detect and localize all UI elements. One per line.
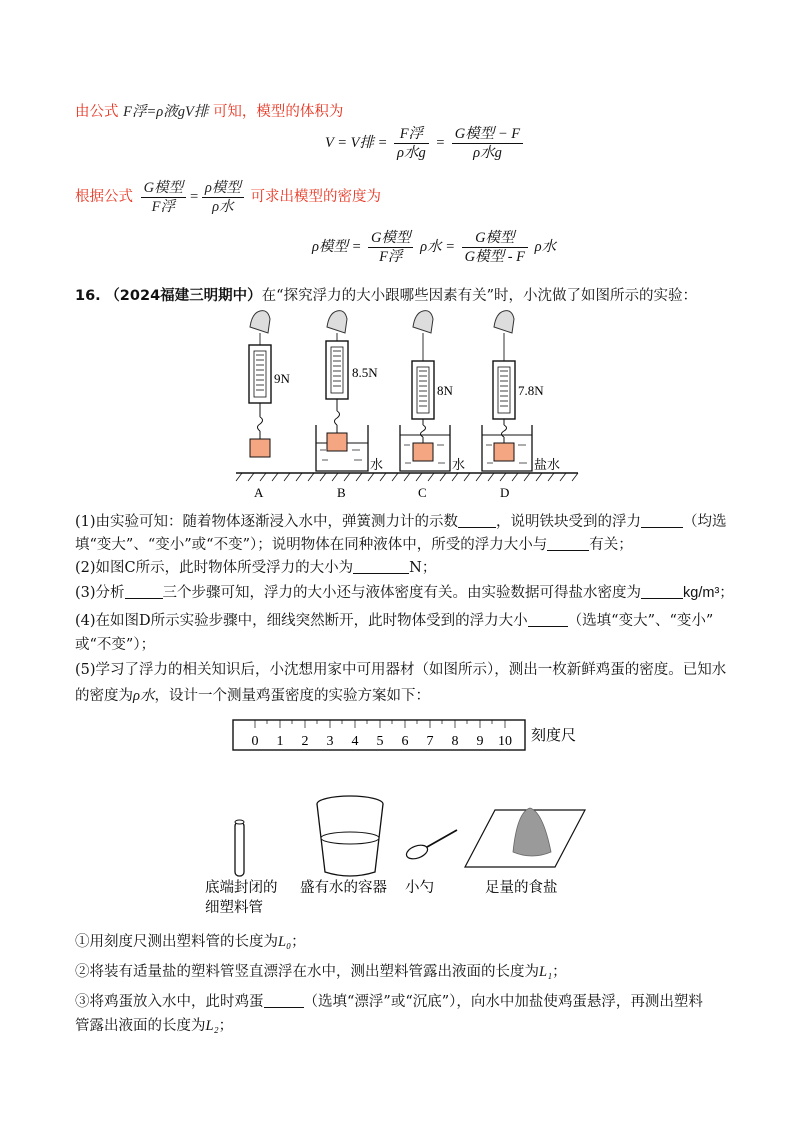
answer-blank[interactable] [458,513,496,528]
step3-text-b: （选填“漂浮”或“沉底”），向水中加盐使鸡蛋悬浮，再测出塑料 [303,994,703,1010]
salt-label: 足量的食盐 [485,880,558,896]
rho-tail: ρ水 [534,238,557,255]
ratio-frac-1 [141,180,186,215]
intro2-suffix: 可求出模型的密度为 [250,188,381,205]
rho-lhs: ρ模型 = [312,238,362,255]
iron-block [494,443,514,461]
ruler [233,720,576,750]
question-text: 在“探究浮力的大小跟哪些因素有关”时，小沈做了如图所示的实验： [261,288,697,304]
answer-blank[interactable] [528,612,568,627]
ruler-tick: 8 [451,734,459,749]
sub1-text-a: (1)由实验可知：随着物体逐渐浸入水中，弹簧测力计的示数 [75,514,459,530]
step1-end: ； [291,934,306,950]
ruler-tick: 1 [276,734,284,749]
ruler-tick: 5 [376,734,384,749]
tube-label-2: 细塑料管 [205,900,263,916]
setup-b [316,311,383,500]
var-l0: L₀ [278,934,292,950]
step3-text-a: ③将鸡蛋放入水中，此时鸡蛋 [75,994,264,1010]
intro-line-2 [75,180,381,215]
ruler-tick: 4 [351,734,359,749]
buoyancy-formula: F浮=ρ液gV排 [123,104,209,120]
frac-den: G模型 - F [464,249,526,265]
ruler-tick: 9 [476,734,484,749]
sub1-text-e: 有关； [589,537,633,553]
sub5-text-c: ，设计一个测量鸡蛋密度的实验方案如下： [154,688,430,704]
iron-block [250,439,270,457]
ruler-tick: 3 [326,734,334,749]
ruler-tick: 10 [498,734,512,749]
label-b: B [337,485,346,500]
frac-den: F浮 [379,249,403,265]
setup-c [400,311,465,500]
label-a: A [254,485,264,500]
question-number: 16. [75,288,101,304]
frac-num: G模型 − F [452,126,523,144]
plastic-tube-icon [235,820,244,876]
rho-mid: ρ水 = [420,238,455,255]
question-source: （2024福建三明期中） [105,288,262,304]
sub3-text-a: (3)分析 [75,585,125,601]
step-2 [75,960,567,981]
sub4-text-b: （选填“变大”、“变小” [567,613,714,629]
density-formula [312,230,556,265]
rho-frac-2 [462,230,528,265]
iron-block [327,433,347,451]
ruler-label: 刻度尺 [531,728,577,744]
sub5-text-b: 的密度为 [75,688,133,704]
frac-den: ρ水g [397,145,426,161]
container-label: 盛有水的容器 [300,880,387,896]
frac-num: F浮 [394,126,429,144]
reading-c: 8N [437,383,453,398]
sub-question-4-cont [75,633,155,654]
ratio-frac-2 [202,180,244,215]
frac-num: G模型 [462,230,528,248]
step3-text-c: 管露出液面的长度为 [75,1018,206,1034]
volume-lhs: V = V排 = [325,134,388,151]
sub1-text-b: ，说明铁块受到的浮力 [496,514,642,530]
step2-text: ②将装有适量盐的塑料管竖直漂浮在水中，测出塑料管露出液面的长度为 [75,964,539,980]
ratio-formula [138,180,251,215]
step-1 [75,930,306,951]
setup-d [482,311,560,500]
sub1-text-d: 填“变大”、“变小”或“不变”）；说明物体在同种液体中，所受的浮力大小与 [75,537,548,553]
intro2-prefix: 根据公式 [75,188,133,205]
sub-question-1 [75,510,727,531]
step-3-cont [75,1014,233,1035]
label-d: D [500,485,510,500]
ruler-tick: 7 [426,734,434,749]
step1-text: ①用刻度尺测出塑料管的长度为 [75,934,278,950]
hand-icon [327,311,347,333]
answer-blank[interactable] [641,584,683,599]
answer-blank[interactable] [641,513,683,528]
sub-question-4 [75,609,713,630]
iron-block [413,443,433,461]
intro-prefix: 由公式 [75,104,119,120]
sub1-text-c: （均选 [683,514,727,530]
eq: = [189,188,199,205]
step3-end: ； [218,1018,234,1034]
frac-num: ρ模型 [202,180,244,198]
tube-label-1: 底端封闭的 [205,880,278,896]
answer-blank[interactable] [353,559,409,574]
sub4-text-c: 或“不变”）； [75,637,156,653]
frac-num: G模型 [368,230,413,248]
sub-question-3 [75,581,734,602]
ground [236,473,578,481]
ruler-tick: 6 [401,734,409,749]
liquid-label-c: 水 [452,457,466,472]
answer-blank[interactable] [125,584,163,599]
sub-question-1-cont [75,533,633,554]
spoon-icon [405,830,457,861]
question-16-header [75,284,697,305]
sub2-text-a: (2)如图C所示，此时物体所受浮力的大小为 [75,560,354,576]
setup-a [249,311,291,500]
volume-formula [325,126,526,161]
sub-question-5-cont [75,684,430,705]
frac-num: G模型 [141,180,186,198]
label-c: C [418,485,427,500]
eq: = [435,134,446,151]
reading-a: 9N [274,371,290,386]
rho-frac-1 [368,230,413,265]
water-container-icon [317,796,383,876]
liquid-label-d: 盐水 [534,457,561,472]
materials-figure [195,712,615,922]
frac-den: ρ水g [473,145,502,161]
var-l2: L₂ [205,1018,219,1034]
frac-den: F浮 [151,199,176,215]
ruler-tick: 2 [301,734,309,749]
reading-b: 8.5N [352,365,378,380]
volume-frac-1 [394,126,429,161]
density-unit: kg/m³ [683,585,720,601]
spoon-label: 小勺 [405,880,434,896]
ruler-tick: 0 [251,734,259,749]
salt-pile-icon [465,808,585,867]
step-3 [75,990,703,1011]
var-l1: L₁ [539,964,553,980]
rho-water: ρ水 [133,688,155,704]
liquid-label-b: 水 [370,457,384,472]
step2-end: ； [552,964,567,980]
intro-suffix: 可知，模型的体积为 [212,104,344,120]
hand-icon [250,311,270,333]
hand-icon [413,311,433,333]
sub-question-5 [75,658,726,679]
sub-question-2 [75,556,436,577]
intro-line-1 [75,100,343,121]
answer-blank[interactable] [547,536,589,551]
sub2-text-b: N； [409,560,437,576]
sub5-text-a: (5)学习了浮力的相关知识后，小沈想用家中可用器材（如图所示），测出一枚新鲜鸡蛋的密度。已知水 [75,662,727,678]
sub3-text-b: 三个步骤可知，浮力的大小还与液体密度有关。由实验数据可得盐水密度为 [162,585,642,601]
answer-blank[interactable] [264,993,304,1008]
reading-d: 7.8N [518,383,544,398]
spring-scale-figure [232,305,582,500]
volume-frac-2 [452,126,523,161]
hand-icon [494,311,514,333]
sub4-text-a: (4)在如图D所示实验步骤中，细线突然断开，此时物体受到的浮力大小 [75,613,528,629]
frac-den: ρ水 [212,199,234,215]
sub3-text-c: ； [719,585,734,601]
